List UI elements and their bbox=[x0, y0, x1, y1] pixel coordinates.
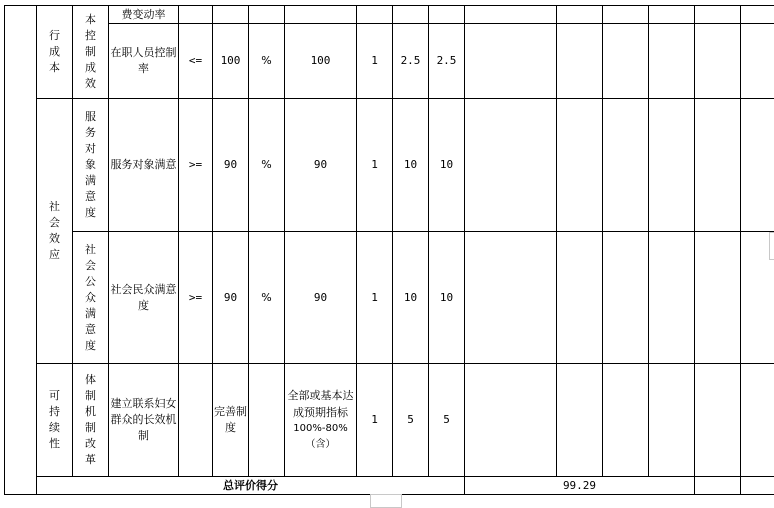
table-row bbox=[5, 24, 774, 99]
score-cell: 10 bbox=[393, 232, 429, 364]
operator-cell: >= bbox=[179, 232, 213, 364]
actual-cell: 90 bbox=[285, 99, 357, 232]
indicator-cell: 建立联系妇女群众的长效机制 bbox=[109, 364, 179, 477]
subcategory-cell: 服 务 对 象 满 意 度 bbox=[73, 99, 109, 232]
sheet-tab-stub[interactable] bbox=[370, 494, 402, 508]
table-row bbox=[5, 99, 774, 232]
category-cell: 行 成 本 bbox=[37, 6, 73, 99]
unit-cell bbox=[249, 364, 285, 477]
actual-cell: 全部或基本达成预期指标 100%-80%（含） bbox=[285, 364, 357, 477]
actual-cell: 100 bbox=[285, 24, 357, 99]
actual-cell: 90 bbox=[285, 232, 357, 364]
subcategory-cell: 社 会 公 众 满 意 度 bbox=[73, 232, 109, 364]
table-row bbox=[5, 232, 774, 364]
evaluation-table bbox=[4, 5, 774, 495]
operator-cell: >= bbox=[179, 99, 213, 232]
column-resize-handle[interactable] bbox=[769, 232, 774, 260]
total-value: 99.29 bbox=[465, 477, 695, 495]
total-row bbox=[5, 477, 774, 495]
operator-cell: <= bbox=[179, 24, 213, 99]
weight-cell: 1 bbox=[357, 232, 393, 364]
score-cell: 10 bbox=[429, 99, 465, 232]
outer-category-cell bbox=[5, 6, 37, 495]
indicator-cell: 费变动率 bbox=[109, 6, 179, 24]
table-row bbox=[5, 6, 774, 24]
target-cell: 100 bbox=[213, 24, 249, 99]
category-cell: 社 会 效 应 bbox=[37, 99, 73, 364]
operator-cell bbox=[179, 364, 213, 477]
score-cell: 10 bbox=[429, 232, 465, 364]
weight-cell: 1 bbox=[357, 364, 393, 477]
indicator-cell: 在职人员控制率 bbox=[109, 24, 179, 99]
score-cell: 2.5 bbox=[429, 24, 465, 99]
score-cell: 2.5 bbox=[393, 24, 429, 99]
unit-cell: % bbox=[249, 232, 285, 364]
target-cell: 90 bbox=[213, 232, 249, 364]
unit-cell: % bbox=[249, 99, 285, 232]
weight-cell: 1 bbox=[357, 99, 393, 232]
category-cell: 可 持 续 性 bbox=[37, 364, 73, 477]
score-cell: 5 bbox=[393, 364, 429, 477]
indicator-cell: 社会民众满意度 bbox=[109, 232, 179, 364]
subcategory-cell: 体 制 机 制 改 革 bbox=[73, 364, 109, 477]
total-label: 总评价得分 bbox=[37, 477, 465, 495]
unit-cell: % bbox=[249, 24, 285, 99]
score-cell: 10 bbox=[393, 99, 429, 232]
target-cell: 完善制度 bbox=[213, 364, 249, 477]
subcategory-cell: 本 控 制 成 效 bbox=[73, 6, 109, 99]
weight-cell: 1 bbox=[357, 24, 393, 99]
table-row bbox=[5, 364, 774, 477]
score-cell: 5 bbox=[429, 364, 465, 477]
indicator-cell: 服务对象满意 bbox=[109, 99, 179, 232]
target-cell: 90 bbox=[213, 99, 249, 232]
